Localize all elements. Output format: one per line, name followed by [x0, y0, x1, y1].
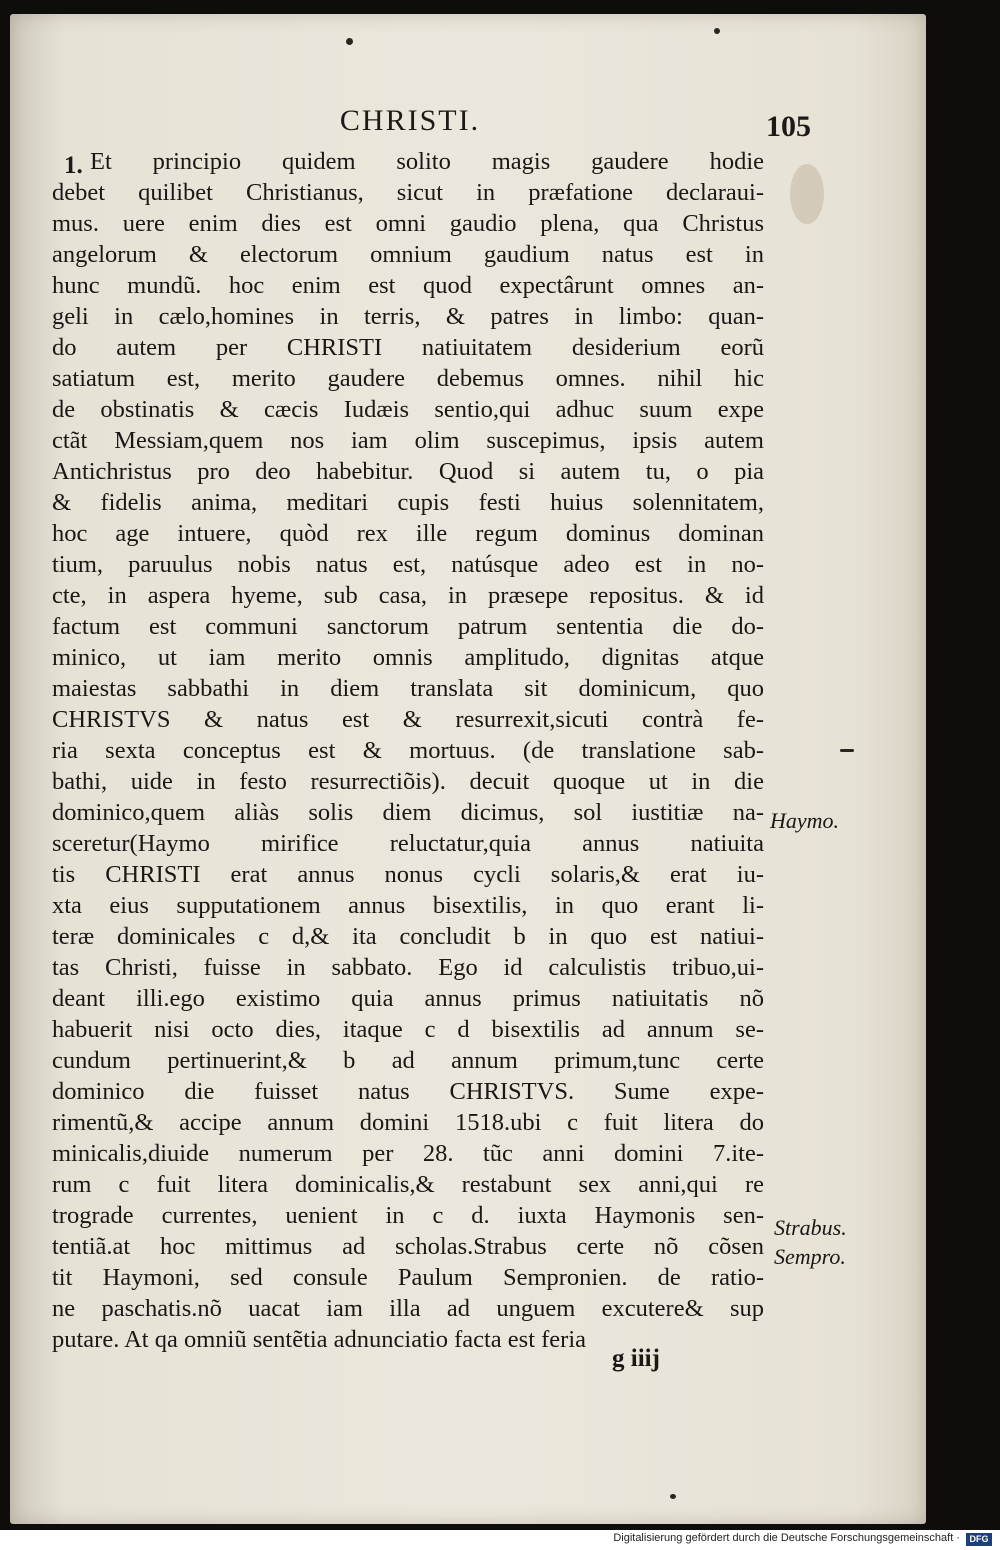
text-line: do autem per CHRISTI natiuitatem desiderium eorũ [52, 334, 764, 361]
ink-speck [840, 749, 854, 752]
text-line: hunc mundũ. hoc enim est quod expectârunt omnes an- [52, 272, 764, 299]
text-line: mus. uere enim dies est omni gaudio plena, qua Christus [52, 210, 764, 237]
text-line: cte, in aspera hyeme, sub casa, in præsepe repositus. & id [52, 582, 764, 609]
text-line: trograde currentes, uenient in c d. iuxta Haymonis sen- [52, 1202, 764, 1229]
text-line: tas Christi, fuisse in sabbato. Ego id calculistis tribuo,ui- [52, 954, 764, 981]
funding-credit: Digitalisierung gefördert durch die Deutsche Forschungsgemeinschaft · [613, 1532, 960, 1544]
running-head: CHRISTI. [339, 104, 481, 137]
text-line: xta eius supputationem annus bisextilis, in quo erant li- [52, 892, 764, 919]
text-line: dominico,quem aliàs solis diem dicimus, sol iustitiæ na- [52, 799, 764, 826]
body-text [52, 146, 764, 1355]
ink-speck [346, 38, 353, 45]
text-line: ctãt Messiam,quem nos iam olim suscepimus, ipsis autem [52, 427, 764, 454]
text-line: tium, paruulus nobis natus est, natúsque adeo est in no- [52, 551, 764, 578]
text-line: Antichristus pro deo habebitur. Quod si autem tu, o pia [52, 458, 764, 485]
dfg-logo: DFG [966, 1533, 992, 1546]
text-line: bathi, uide in festo resurrectiõis). decuit quoque ut in die [52, 768, 764, 795]
ink-speck [714, 28, 720, 34]
page-number: 105 [766, 110, 811, 143]
text-line: factum est communi sanctorum patrum sententia die do- [52, 613, 764, 640]
text-line: deant illi.ego existimo quia annus primus natiuitatis nõ [52, 985, 764, 1012]
text-line: ria sexta conceptus est & mortuus. (de translatione sab- [52, 737, 764, 764]
signature-mark: g iiij [612, 1345, 660, 1372]
page-stain [790, 164, 824, 224]
text-line: maiestas sabbathi in diem translata sit dominicum, quo [52, 675, 764, 702]
text-line: angelorum & electorum omnium gaudium natus est in [52, 241, 764, 268]
text-line: ne paschatis.nõ uacat iam illa ad unguem excutere& sup [52, 1295, 764, 1322]
ink-speck [670, 1494, 676, 1499]
text-line: rimentũ,& accipe annum domini 1518.ubi c fuit litera do [52, 1109, 764, 1136]
text-line: & fidelis anima, meditari cupis festi huius solennitatem, [52, 489, 764, 516]
marginal-note-haymo: Haymo. [770, 808, 840, 833]
text-line: satiatum est, merito gaudere debemus omnes. nihil hic [52, 365, 764, 392]
marginal-note-sempro: Sempro. [774, 1244, 846, 1269]
text-line: tentiã.at hoc mittimus ad scholas.Strabus certe nõ cõsen [52, 1233, 764, 1260]
text-line: putare. At qa omniũ sentẽtia adnunciatio facta est feria [52, 1326, 587, 1353]
text-line: minicalis,diuide numerum per 28. tũc anni domini 7.ite- [52, 1140, 764, 1167]
text-line: geli in cælo,homines in terris, & patres in limbo: quan- [52, 303, 764, 330]
text-line: teræ dominicales c d,& ita concludit b in quo est natiui- [52, 923, 764, 950]
text-line: debet quilibet Christianus, sicut in præfatione declaraui- [52, 179, 764, 206]
text-line: hoc age intuere, quòd rex ille regum dominus dominan [52, 520, 764, 547]
text-line: de obstinatis & cæcis Iudæis sentio,qui adhuc suum expe [52, 396, 764, 423]
text-line: CHRISTVS & natus est & resurrexit,sicuti contrà fe- [52, 706, 764, 733]
text-line: sceretur(Haymo mirifice reluctatur,quia annus natiuita [52, 830, 764, 857]
text-line: dominico die fuisset natus CHRISTVS. Sume expe- [52, 1078, 764, 1105]
text-line: cundum pertinuerint,& b ad annum primum,tunc certe [52, 1047, 764, 1074]
text-line: habuerit nisi octo dies, itaque c d bisextilis ad annum se- [52, 1016, 764, 1043]
text-line: minico, ut iam merito omnis amplitudo, dignitas atque [52, 644, 764, 671]
paragraph-number: 1. [64, 152, 83, 179]
text-line: Et principio quidem solito magis gaudere hodie [90, 148, 764, 175]
marginal-note-strabus: Strabus. [774, 1215, 847, 1240]
text-line: rum c fuit litera dominicalis,& restabunt sex anni,qui re [52, 1171, 764, 1198]
text-line: tis CHRISTI erat annus nonus cycli solaris,& erat iu- [52, 861, 764, 888]
footer-bar [0, 1530, 1000, 1550]
text-line: tit Haymoni, sed consule Paulum Sempronien. de ratio- [52, 1264, 764, 1291]
